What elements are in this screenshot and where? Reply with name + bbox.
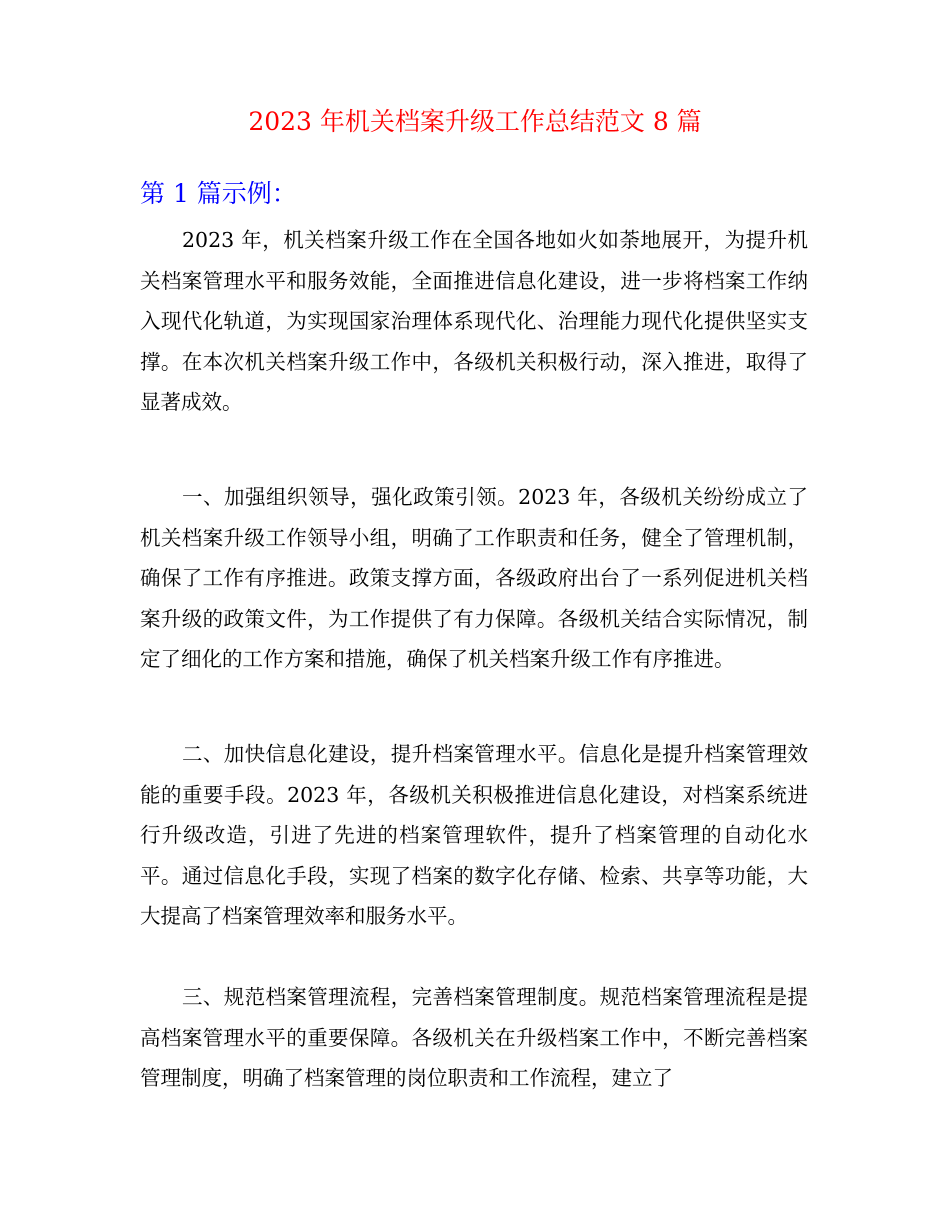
paragraph-intro: 2023 年，机关档案升级工作在全国各地如火如荼地展开，为提升机关档案管理水平和服务效能，全面推进信息化建设，进一步将档案工作纳入现代化轨道，为实现国家治理体系现代化、治理能力现代化提供坚实支撑。在本次机关档案升级工作中，各级机关积极行动，深入推进，取得了显著成效。 xyxy=(140,228,808,414)
section-heading: 第 1 篇示例： xyxy=(140,179,297,208)
paragraph-point-one: 一、加强组织领导，强化政策引领。2023 年，各级机关纷纷成立了机关档案升级工作领导小组，明确了工作职责和任务，健全了管理机制，确保了工作有序推进。政策支撑方面，各级政府出台了一系列促进机关档案升级的政策文件，为工作提供了有力保障。各级机关结合实际情况，制定了细化的工作方案和措施，确保了机关档案升级工作有序推进。 xyxy=(140,485,808,671)
document-title: 2023 年机关档案升级工作总结范文 8 篇 xyxy=(248,107,702,136)
paragraph-point-three: 三、规范档案管理流程，完善档案管理制度。规范档案管理流程是提高档案管理水平的重要保障。各级机关在升级档案工作中，不断完善档案管理制度，明确了档案管理的岗位职责和工作流程，建立了 xyxy=(140,985,808,1090)
paragraph-point-two: 二、加快信息化建设，提升档案管理水平。信息化是提升档案管理效能的重要手段。2023 年，各级机关积极推进信息化建设，对档案系统进行升级改造，引进了先进的档案管理软件，提升了档案管理的自动化水平。通过信息化手段，实现了档案的数字化存储、检索、共享等功能，大大提高了档案管理效率和服务水平。 xyxy=(140,742,808,928)
